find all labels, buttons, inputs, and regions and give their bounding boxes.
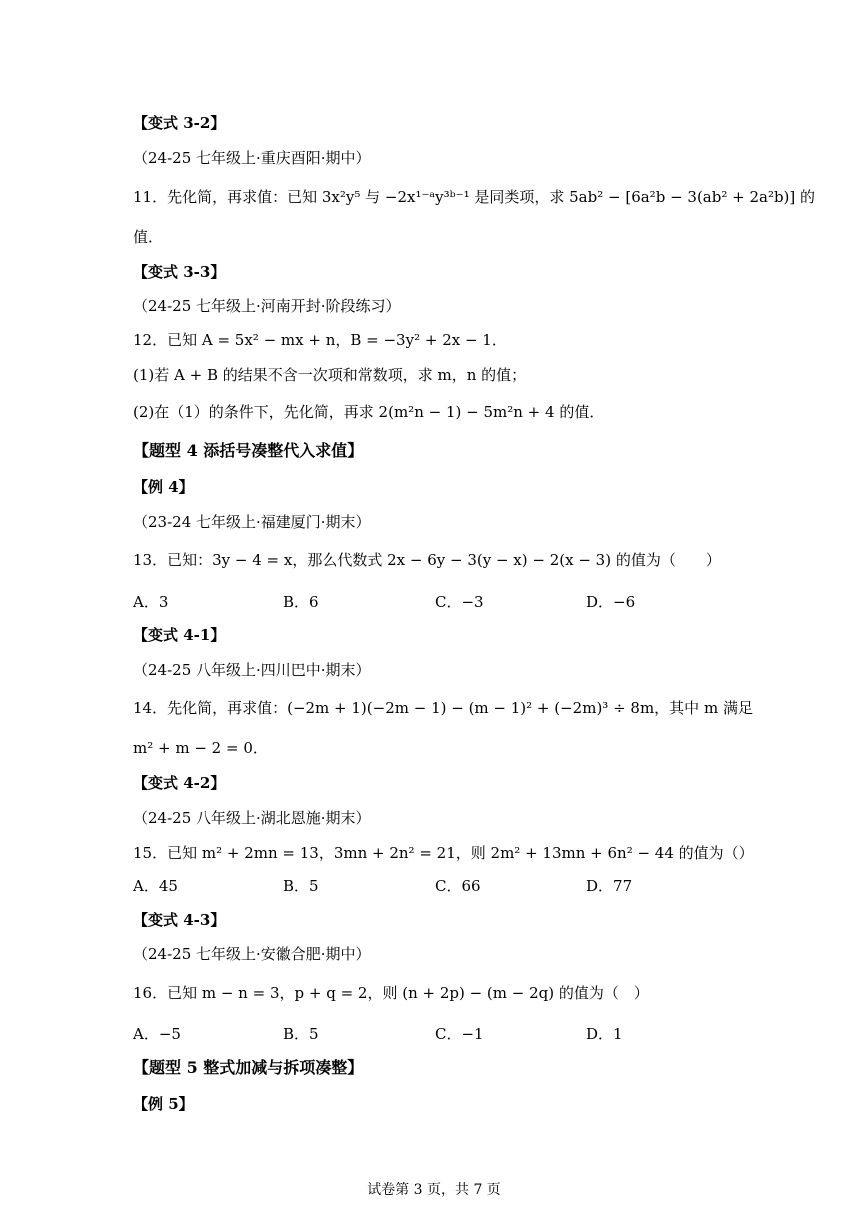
q15-option-a: A．45 bbox=[133, 877, 178, 895]
question-12-part-1: (1)若 A + B 的结果不含一次项和常数项，求 m，n 的值； bbox=[133, 366, 527, 384]
variant-4-2-source: （24-25 八年级上·湖北恩施·期末） bbox=[133, 809, 371, 827]
question-11: 11．先化简，再求值：已知 3x²y⁵ 与 −2x¹⁻ᵃy³ᵇ⁻¹ 是同类项，求 5ab² − [6a²b − 3(ab² + 2a²b)] 的 bbox=[133, 188, 816, 206]
question-13: 13．已知：3y − 4 = x，那么代数式 2x − 6y − 3(y − x) − 2(x − 3) 的值为（ ） bbox=[133, 551, 721, 569]
page-footer: 试卷第 3 页，共 7 页 bbox=[367, 1182, 501, 1198]
section-title-5: 【题型 5 整式加减与拆项凑整】 bbox=[133, 1058, 364, 1077]
question-12: 12．已知 A = 5x² − mx + n，B = −3y² + 2x − 1． bbox=[133, 331, 507, 349]
q16-option-d: D．1 bbox=[586, 1025, 623, 1043]
question-11-cont: 值． bbox=[133, 228, 164, 246]
q13-option-c: C．−3 bbox=[435, 593, 484, 611]
variant-4-1-label: 【变式 4-1】 bbox=[133, 626, 226, 644]
variant-3-3-label: 【变式 3-3】 bbox=[133, 263, 226, 281]
variant-3-2-label: 【变式 3-2】 bbox=[133, 114, 226, 132]
variant-4-2-label: 【变式 4-2】 bbox=[133, 774, 226, 792]
question-15: 15．已知 m² + 2mn = 13，3mn + 2n² = 21，则 2m² + 13mn + 6n² − 44 的值为（） bbox=[133, 844, 754, 862]
question-12-part-2: (2)在（1）的条件下，先化简，再求 2(m²n − 1) − 5m²n + 4 的值． bbox=[133, 403, 605, 421]
variant-3-2-source: （24-25 七年级上·重庆酉阳·期中） bbox=[133, 149, 371, 167]
q16-option-c: C．−1 bbox=[435, 1025, 484, 1043]
q16-option-b: B．5 bbox=[283, 1025, 319, 1043]
q13-option-d: D．−6 bbox=[586, 593, 636, 611]
question-14-cont: m² + m − 2 = 0． bbox=[133, 739, 268, 757]
q13-option-a: A．3 bbox=[133, 593, 169, 611]
example-5-label: 【例 5】 bbox=[133, 1095, 194, 1113]
variant-3-3-source: （24-25 七年级上·河南开封·阶段练习） bbox=[133, 297, 401, 315]
example-4-source: （23-24 七年级上·福建厦门·期末） bbox=[133, 513, 371, 531]
variant-4-3-source: （24-25 七年级上·安徽合肥·期中） bbox=[133, 945, 371, 963]
q15-option-c: C．66 bbox=[435, 877, 481, 895]
question-16: 16．已知 m − n = 3，p + q = 2，则 (n + 2p) − (m − 2q) 的值为（ ） bbox=[133, 984, 649, 1002]
section-title-4: 【题型 4 添括号凑整代入求值】 bbox=[133, 441, 364, 460]
variant-4-1-source: （24-25 八年级上·四川巴中·期末） bbox=[133, 661, 371, 679]
variant-4-3-label: 【变式 4-3】 bbox=[133, 911, 226, 929]
question-14: 14．先化简，再求值：(−2m + 1)(−2m − 1) − (m − 1)² + (−2m)³ ÷ 8m，其中 m 满足 bbox=[133, 699, 753, 717]
example-4-label: 【例 4】 bbox=[133, 478, 194, 496]
q16-option-a: A．−5 bbox=[133, 1025, 181, 1043]
q13-option-b: B．6 bbox=[283, 593, 319, 611]
q15-option-d: D．77 bbox=[586, 877, 633, 895]
q15-option-b: B．5 bbox=[283, 877, 319, 895]
